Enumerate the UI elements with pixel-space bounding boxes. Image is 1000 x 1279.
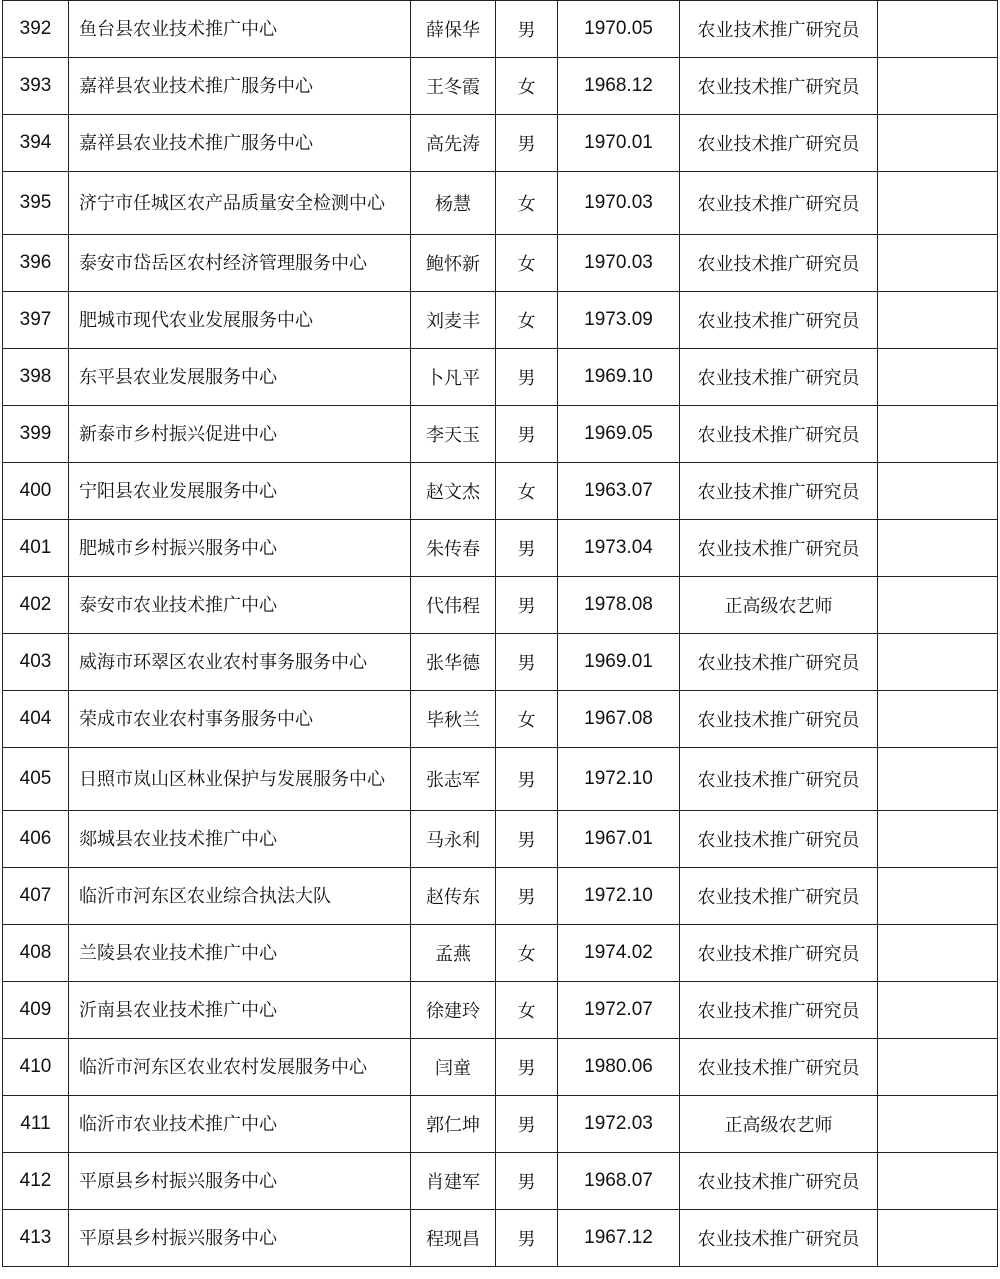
person-name-cell: 高先涛	[411, 115, 496, 172]
remark-cell	[878, 982, 998, 1039]
work-unit-cell: 荣成市农业农村事务服务中心	[69, 691, 411, 748]
professional-title-cell: 农业技术推广研究员	[680, 691, 878, 748]
remark-cell	[878, 292, 998, 349]
gender-cell: 男	[496, 115, 558, 172]
professional-title-cell: 农业技术推广研究员	[680, 982, 878, 1039]
birth-date-cell: 1970.03	[558, 172, 680, 235]
table-row	[3, 811, 998, 868]
work-unit-cell: 郯城县农业技术推广中心	[69, 811, 411, 868]
gender-cell: 男	[496, 1096, 558, 1153]
gender-cell: 男	[496, 520, 558, 577]
table-row	[3, 1039, 998, 1096]
work-unit-cell: 兰陵县农业技术推广中心	[69, 925, 411, 982]
birth-date-cell: 1974.02	[558, 925, 680, 982]
person-name-cell: 卜凡平	[411, 349, 496, 406]
gender-cell: 男	[496, 811, 558, 868]
remark-cell	[878, 577, 998, 634]
gender-cell: 男	[496, 634, 558, 691]
remark-cell	[878, 406, 998, 463]
table-body	[3, 1, 998, 1267]
birth-date-cell: 1970.03	[558, 235, 680, 292]
birth-date-cell: 1972.03	[558, 1096, 680, 1153]
person-name-cell: 李天玉	[411, 406, 496, 463]
remark-cell	[878, 349, 998, 406]
table-row	[3, 925, 998, 982]
work-unit-cell: 沂南县农业技术推广中心	[69, 982, 411, 1039]
professional-title-cell: 农业技术推广研究员	[680, 115, 878, 172]
work-unit-cell: 威海市环翠区农业农村事务服务中心	[69, 634, 411, 691]
table-row	[3, 1, 998, 58]
person-name-cell: 赵传东	[411, 868, 496, 925]
remark-cell	[878, 172, 998, 235]
person-name-cell: 郭仁坤	[411, 1096, 496, 1153]
row-number-cell: 413	[3, 1210, 69, 1267]
row-number-cell: 393	[3, 58, 69, 115]
gender-cell: 男	[496, 1210, 558, 1267]
table-row	[3, 406, 998, 463]
gender-cell: 女	[496, 292, 558, 349]
work-unit-cell: 临沂市河东区农业农村发展服务中心	[69, 1039, 411, 1096]
gender-cell: 男	[496, 577, 558, 634]
gender-cell: 女	[496, 58, 558, 115]
table-row	[3, 235, 998, 292]
gender-cell: 男	[496, 1, 558, 58]
remark-cell	[878, 1096, 998, 1153]
professional-title-cell: 农业技术推广研究员	[680, 811, 878, 868]
row-number-cell: 395	[3, 172, 69, 235]
person-name-cell: 马永利	[411, 811, 496, 868]
table-row	[3, 172, 998, 235]
work-unit-cell: 临沂市农业技术推广中心	[69, 1096, 411, 1153]
remark-cell	[878, 1039, 998, 1096]
row-number-cell: 404	[3, 691, 69, 748]
birth-date-cell: 1978.08	[558, 577, 680, 634]
work-unit-cell: 东平县农业发展服务中心	[69, 349, 411, 406]
gender-cell: 女	[496, 172, 558, 235]
row-number-cell: 399	[3, 406, 69, 463]
professional-title-cell: 农业技术推广研究员	[680, 868, 878, 925]
person-name-cell: 刘麦丰	[411, 292, 496, 349]
person-name-cell: 赵文杰	[411, 463, 496, 520]
table-row	[3, 115, 998, 172]
person-name-cell: 薛保华	[411, 1, 496, 58]
birth-date-cell: 1972.07	[558, 982, 680, 1039]
row-number-cell: 401	[3, 520, 69, 577]
row-number-cell: 403	[3, 634, 69, 691]
birth-date-cell: 1967.08	[558, 691, 680, 748]
remark-cell	[878, 1, 998, 58]
gender-cell: 男	[496, 1039, 558, 1096]
professional-title-cell: 农业技术推广研究员	[680, 1039, 878, 1096]
professional-title-cell: 正高级农艺师	[680, 1096, 878, 1153]
row-number-cell: 406	[3, 811, 69, 868]
work-unit-cell: 平原县乡村振兴服务中心	[69, 1210, 411, 1267]
birth-date-cell: 1968.07	[558, 1153, 680, 1210]
table-row	[3, 520, 998, 577]
row-number-cell: 398	[3, 349, 69, 406]
work-unit-cell: 日照市岚山区林业保护与发展服务中心	[69, 748, 411, 811]
personnel-table	[2, 0, 998, 1267]
professional-title-cell: 农业技术推广研究员	[680, 406, 878, 463]
gender-cell: 女	[496, 691, 558, 748]
person-name-cell: 肖建军	[411, 1153, 496, 1210]
work-unit-cell: 新泰市乡村振兴促进中心	[69, 406, 411, 463]
person-name-cell: 毕秋兰	[411, 691, 496, 748]
professional-title-cell: 农业技术推广研究员	[680, 349, 878, 406]
remark-cell	[878, 691, 998, 748]
remark-cell	[878, 634, 998, 691]
birth-date-cell: 1972.10	[558, 868, 680, 925]
work-unit-cell: 嘉祥县农业技术推广服务中心	[69, 58, 411, 115]
birth-date-cell: 1969.10	[558, 349, 680, 406]
remark-cell	[878, 520, 998, 577]
person-name-cell: 朱传春	[411, 520, 496, 577]
professional-title-cell: 农业技术推广研究员	[680, 634, 878, 691]
work-unit-cell: 肥城市乡村振兴服务中心	[69, 520, 411, 577]
person-name-cell: 程现昌	[411, 1210, 496, 1267]
person-name-cell: 张志军	[411, 748, 496, 811]
table-row	[3, 577, 998, 634]
person-name-cell: 徐建玲	[411, 982, 496, 1039]
person-name-cell: 孟燕	[411, 925, 496, 982]
row-number-cell: 408	[3, 925, 69, 982]
professional-title-cell: 农业技术推广研究员	[680, 520, 878, 577]
professional-title-cell: 农业技术推广研究员	[680, 925, 878, 982]
gender-cell: 女	[496, 463, 558, 520]
work-unit-cell: 肥城市现代农业发展服务中心	[69, 292, 411, 349]
work-unit-cell: 平原县乡村振兴服务中心	[69, 1153, 411, 1210]
professional-title-cell: 农业技术推广研究员	[680, 172, 878, 235]
row-number-cell: 412	[3, 1153, 69, 1210]
work-unit-cell: 宁阳县农业发展服务中心	[69, 463, 411, 520]
row-number-cell: 410	[3, 1039, 69, 1096]
birth-date-cell: 1963.07	[558, 463, 680, 520]
person-name-cell: 代伟程	[411, 577, 496, 634]
row-number-cell: 407	[3, 868, 69, 925]
row-number-cell: 402	[3, 577, 69, 634]
row-number-cell: 396	[3, 235, 69, 292]
row-number-cell: 409	[3, 982, 69, 1039]
professional-title-cell: 农业技术推广研究员	[680, 58, 878, 115]
table-row	[3, 868, 998, 925]
gender-cell: 女	[496, 235, 558, 292]
birth-date-cell: 1970.01	[558, 115, 680, 172]
work-unit-cell: 泰安市岱岳区农村经济管理服务中心	[69, 235, 411, 292]
birth-date-cell: 1969.05	[558, 406, 680, 463]
gender-cell: 男	[496, 1153, 558, 1210]
gender-cell: 男	[496, 868, 558, 925]
table-row	[3, 634, 998, 691]
professional-title-cell: 农业技术推广研究员	[680, 292, 878, 349]
professional-title-cell: 农业技术推广研究员	[680, 235, 878, 292]
remark-cell	[878, 868, 998, 925]
professional-title-cell: 正高级农艺师	[680, 577, 878, 634]
remark-cell	[878, 748, 998, 811]
remark-cell	[878, 58, 998, 115]
birth-date-cell: 1969.01	[558, 634, 680, 691]
row-number-cell: 397	[3, 292, 69, 349]
birth-date-cell: 1973.04	[558, 520, 680, 577]
gender-cell: 女	[496, 982, 558, 1039]
remark-cell	[878, 1153, 998, 1210]
gender-cell: 男	[496, 406, 558, 463]
professional-title-cell: 农业技术推广研究员	[680, 748, 878, 811]
table-row	[3, 1153, 998, 1210]
birth-date-cell: 1980.06	[558, 1039, 680, 1096]
person-name-cell: 杨慧	[411, 172, 496, 235]
person-name-cell: 张华德	[411, 634, 496, 691]
gender-cell: 男	[496, 349, 558, 406]
professional-title-cell: 农业技术推广研究员	[680, 1153, 878, 1210]
remark-cell	[878, 235, 998, 292]
remark-cell	[878, 463, 998, 520]
table-row	[3, 748, 998, 811]
table-row	[3, 349, 998, 406]
remark-cell	[878, 811, 998, 868]
remark-cell	[878, 925, 998, 982]
gender-cell: 女	[496, 925, 558, 982]
table-row	[3, 292, 998, 349]
birth-date-cell: 1967.01	[558, 811, 680, 868]
row-number-cell: 392	[3, 1, 69, 58]
birth-date-cell: 1973.09	[558, 292, 680, 349]
professional-title-cell: 农业技术推广研究员	[680, 1210, 878, 1267]
work-unit-cell: 嘉祥县农业技术推广服务中心	[69, 115, 411, 172]
table-row	[3, 691, 998, 748]
remark-cell	[878, 1210, 998, 1267]
row-number-cell: 405	[3, 748, 69, 811]
row-number-cell: 400	[3, 463, 69, 520]
person-name-cell: 鲍怀新	[411, 235, 496, 292]
person-name-cell: 王冬霞	[411, 58, 496, 115]
birth-date-cell: 1972.10	[558, 748, 680, 811]
row-number-cell: 411	[3, 1096, 69, 1153]
row-number-cell: 394	[3, 115, 69, 172]
professional-title-cell: 农业技术推广研究员	[680, 463, 878, 520]
table-row	[3, 1210, 998, 1267]
work-unit-cell: 临沂市河东区农业综合执法大队	[69, 868, 411, 925]
gender-cell: 男	[496, 748, 558, 811]
birth-date-cell: 1967.12	[558, 1210, 680, 1267]
birth-date-cell: 1970.05	[558, 1, 680, 58]
table-row	[3, 463, 998, 520]
professional-title-cell: 农业技术推广研究员	[680, 1, 878, 58]
table-row	[3, 982, 998, 1039]
remark-cell	[878, 115, 998, 172]
work-unit-cell: 鱼台县农业技术推广中心	[69, 1, 411, 58]
birth-date-cell: 1968.12	[558, 58, 680, 115]
table-row	[3, 58, 998, 115]
table-row	[3, 1096, 998, 1153]
work-unit-cell: 济宁市任城区农产品质量安全检测中心	[69, 172, 411, 235]
work-unit-cell: 泰安市农业技术推广中心	[69, 577, 411, 634]
person-name-cell: 闫童	[411, 1039, 496, 1096]
